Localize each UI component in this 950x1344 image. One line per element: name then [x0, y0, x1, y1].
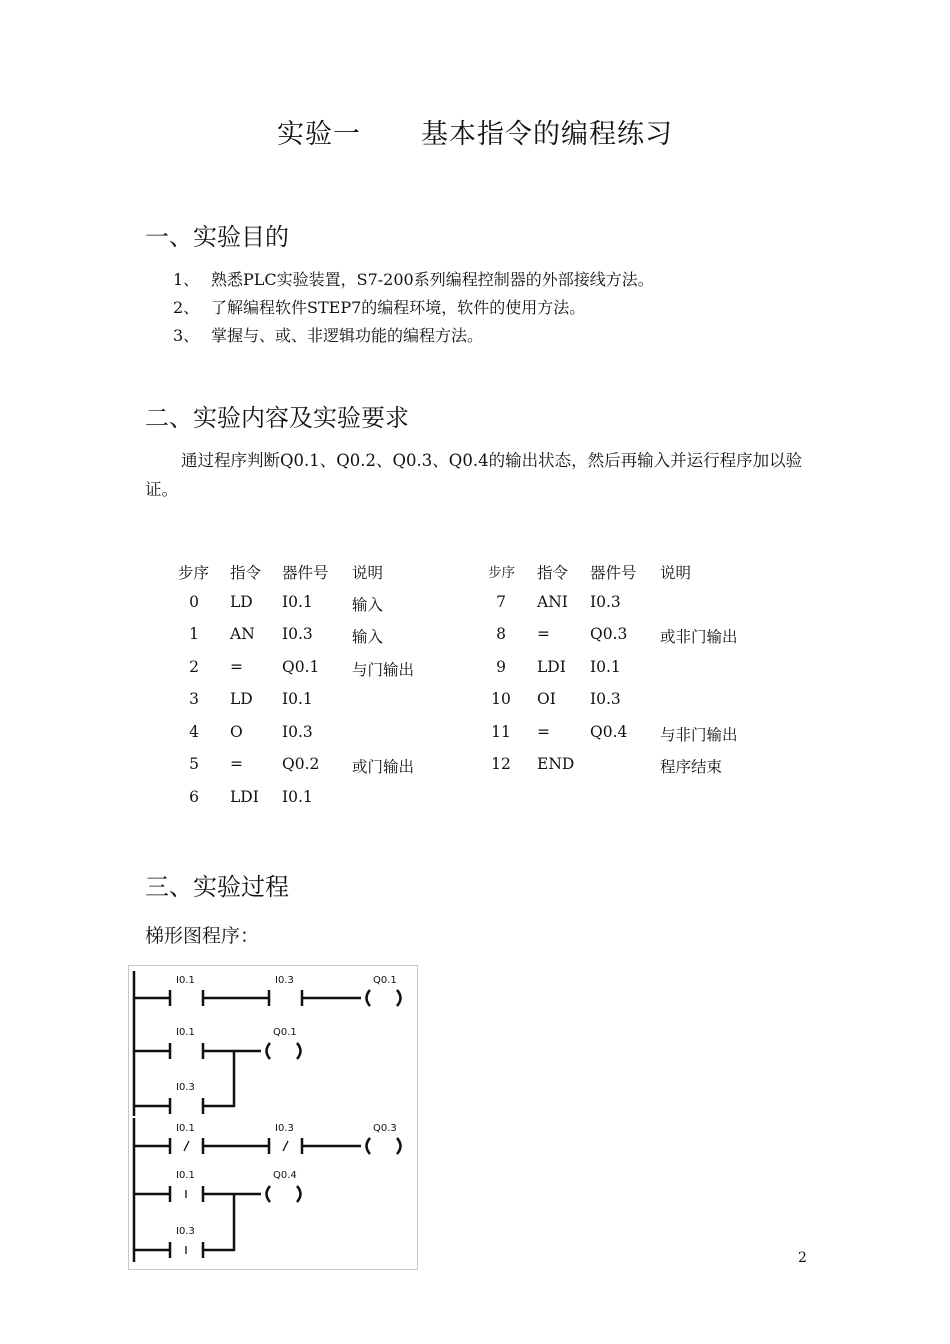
- ladder-caption: 梯形图程序：: [145, 925, 260, 947]
- label-n1-c1: I0.1: [176, 975, 195, 986]
- table-cell: LD: [230, 593, 253, 611]
- table-cell: LDI: [537, 658, 566, 676]
- table-cell: 指令: [230, 564, 262, 582]
- table-cell: AN: [230, 625, 255, 643]
- table-cell: I0.3: [282, 625, 313, 643]
- table-cell: 0: [189, 593, 199, 611]
- table-cell: 说明: [352, 564, 384, 582]
- table-cell: I0.3: [590, 690, 621, 708]
- table-cell: I0.3: [590, 593, 621, 611]
- table-cell: 4: [189, 723, 199, 741]
- label-n3-coil: Q0.3: [373, 1123, 397, 1134]
- table-cell: 器件号: [590, 564, 637, 582]
- label-n3-c1: I0.1: [176, 1123, 195, 1134]
- section2-paragraph: 通过程序判断Q0.1、Q0.2、Q0.3、Q0.4的输出状态，然后再输入并运行程序加以验证。: [145, 451, 803, 499]
- table-cell: LDI: [230, 788, 259, 806]
- table-cell: 1: [189, 625, 199, 643]
- ladder-diagram: [128, 965, 418, 1270]
- table-cell: 9: [496, 658, 506, 676]
- table-cell: 8: [496, 625, 506, 643]
- table-cell: 输入: [352, 596, 384, 614]
- table-cell: 6: [189, 788, 199, 806]
- table-cell: =: [230, 755, 243, 773]
- table-cell: I0.1: [590, 658, 621, 676]
- table-cell: 与门输出: [352, 661, 415, 679]
- table-cell: O: [230, 723, 243, 741]
- table-cell: 器件号: [282, 564, 329, 582]
- table-cell: 程序结束: [660, 758, 723, 776]
- table-cell: 10: [491, 690, 511, 708]
- label-n4-c2: I0.3: [176, 1226, 195, 1237]
- table-cell: =: [537, 723, 550, 741]
- table-cell: OI: [537, 690, 556, 708]
- table-cell: END: [537, 755, 575, 773]
- table-cell: 与非门输出: [660, 726, 738, 744]
- label-n1-c2: I0.3: [275, 975, 294, 986]
- table-cell: 或门输出: [352, 758, 415, 776]
- table-cell: 12: [491, 755, 511, 773]
- title-part2: 基本指令的编程练习: [421, 119, 673, 150]
- table-cell: Q0.3: [590, 625, 628, 643]
- table-cell: 步序: [178, 564, 210, 582]
- label-n4-coil: Q0.4: [273, 1170, 297, 1181]
- label-n3-c2: I0.3: [275, 1123, 294, 1134]
- table-cell: Q0.1: [282, 658, 320, 676]
- table-cell: I0.1: [282, 788, 313, 806]
- label-n4-c1: I0.1: [176, 1170, 195, 1181]
- list-item: 3、 掌握与、或、非逻辑功能的编程方法。: [173, 326, 484, 345]
- table-cell: 步序: [488, 565, 515, 581]
- label-n2-coil: Q0.1: [273, 1027, 297, 1038]
- label-n1-coil: Q0.1: [373, 975, 397, 986]
- list-item: 1、 熟悉PLC实验装置，S7-200系列编程控制器的外部接线方法。: [173, 270, 654, 289]
- table-cell: I0.1: [282, 690, 313, 708]
- table-cell: 或非门输出: [660, 628, 738, 646]
- section3-heading: 三、实验过程: [145, 873, 289, 901]
- table-cell: 输入: [352, 628, 384, 646]
- title-part1: 实验一: [277, 119, 361, 150]
- table-cell: 3: [189, 690, 199, 708]
- section1-heading: 一、实验目的: [145, 223, 289, 251]
- table-cell: I0.3: [282, 723, 313, 741]
- table-cell: 5: [189, 755, 199, 773]
- label-n2-c2: I0.3: [176, 1082, 195, 1093]
- table-cell: 2: [189, 658, 199, 676]
- page-title: [0, 112, 950, 151]
- table-cell: LD: [230, 690, 253, 708]
- list-item: 2、 了解编程软件STEP7的编程环境，软件的使用方法。: [173, 298, 586, 317]
- table-cell: =: [537, 625, 550, 643]
- table-cell: 7: [496, 593, 506, 611]
- table-cell: 11: [491, 723, 511, 741]
- table-cell: Q0.4: [590, 723, 628, 741]
- table-cell: ANI: [537, 593, 568, 611]
- label-n2-c1: I0.1: [176, 1027, 195, 1038]
- table-cell: =: [230, 658, 243, 676]
- page-number: 2: [798, 1250, 807, 1266]
- section2-heading: 二、实验内容及实验要求: [145, 404, 409, 432]
- table-cell: I0.1: [282, 593, 313, 611]
- table-cell: 说明: [660, 564, 692, 582]
- table-cell: 指令: [537, 564, 569, 582]
- table-cell: Q0.2: [282, 755, 320, 773]
